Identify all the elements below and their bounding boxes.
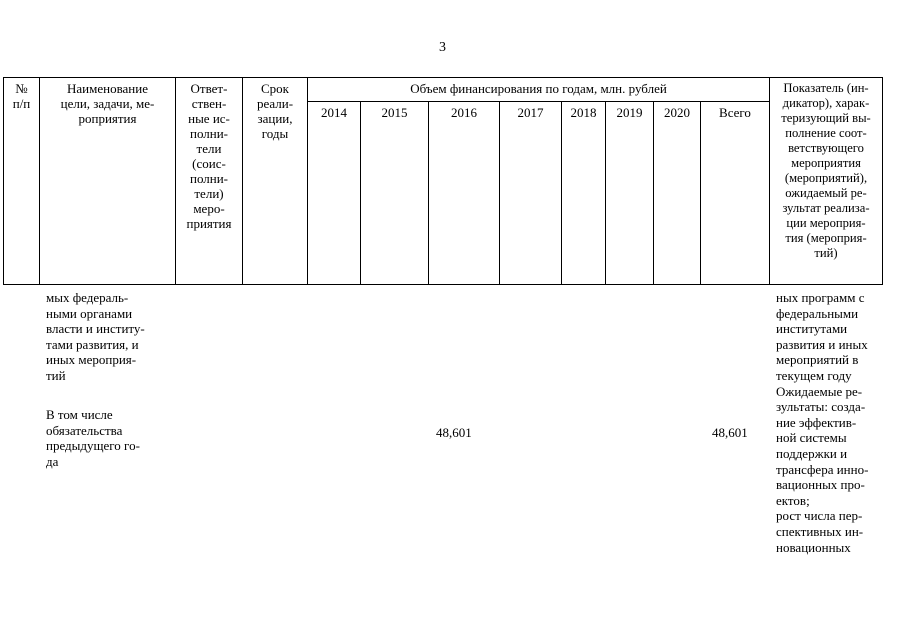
header-year-2016: 2016: [451, 105, 477, 120]
body-name-text-2: В том числе обязательства предыдущего го- да: [46, 407, 140, 469]
divider-2015-2016: [428, 101, 429, 285]
header-year-2018: 2018: [570, 105, 597, 120]
header-year-2019: 2019: [616, 105, 643, 120]
years-row-top-border: [307, 101, 770, 102]
divider-2017-2018: [561, 101, 562, 285]
divider-2019-2020: [653, 101, 654, 285]
value-2016: 48,601: [436, 425, 472, 440]
body-name-text-1: мых федераль- ными органами власти и институ- тами развития, и иных мероприя- тий: [46, 290, 145, 383]
header-num-col: № п/п: [12, 81, 31, 111]
body-indicator-text: ных программ с федеральными институтами развития и иных мероприятий в текущем году Ожидаемые ре- зультаты: созда- ние эффектив- ной системы поддержки и трансфера инно- вационных про- ектов; рост числа пер- спективных ин- новационных: [776, 290, 869, 555]
page-number: 3: [439, 40, 446, 55]
header-year-2017: 2017: [517, 105, 544, 120]
header-responsible-col: Ответ- ствен- ные ис- полни- тели (соис- полни- тели) меро- приятия: [186, 81, 232, 231]
border-right: [882, 77, 883, 285]
header-funding-col: Объем финансирования по годам, млн. рублей: [410, 81, 667, 96]
header-top-border: [3, 77, 883, 78]
header-total: Всего: [719, 105, 751, 120]
header-indicator-col: Показатель (ин- дикатор), харак- теризующий вы- полнение соот- ветствующего мероприятия (мероприятий), ожидаемый ре- зультат реализа- ции мероприя- тия (мероприя- тий): [781, 81, 871, 260]
divider-2016-2017: [499, 101, 500, 285]
header-year-2020: 2020: [664, 105, 690, 120]
divider-2014-2015: [360, 101, 361, 285]
header-term-col: Срок реали- зации, годы: [256, 81, 294, 141]
value-total: 48,601: [712, 425, 748, 440]
header-name-col: Наименование цели, задачи, ме- роприятия: [60, 81, 155, 126]
header-year-2014: 2014: [321, 105, 347, 120]
divider-2020-total: [700, 101, 701, 285]
header-bottom-border: [3, 284, 883, 285]
header-year-2015: 2015: [381, 105, 408, 120]
divider-2018-2019: [605, 101, 606, 285]
